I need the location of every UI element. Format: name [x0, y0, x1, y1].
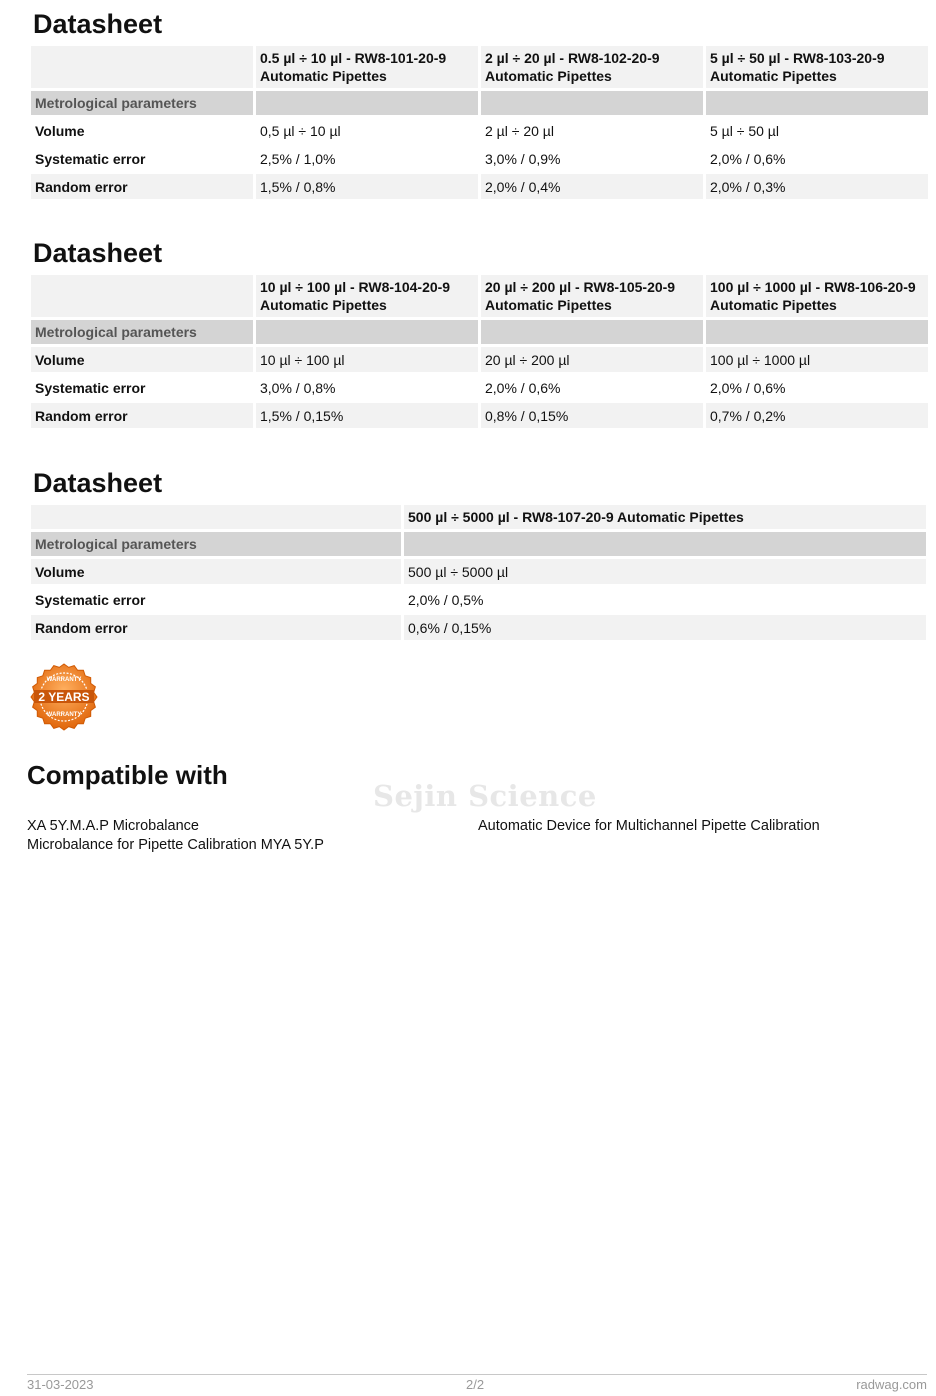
- row-label: Volume: [31, 347, 253, 372]
- table-cell: 0,8% / 0,15%: [481, 403, 703, 428]
- table-header-row: [31, 46, 928, 88]
- table-cell: 2,0% / 0,5%: [404, 587, 926, 612]
- table-cell: 500 µl ÷ 5000 µl: [404, 559, 926, 584]
- row-label: Systematic error: [31, 587, 401, 612]
- category-label: Metrological parameters: [31, 91, 253, 115]
- category-row: [31, 320, 928, 344]
- header-cell: 100 µl ÷ 1000 µl - RW8-106-20-9 Automatic Pipettes: [706, 275, 928, 317]
- table-header-row: [31, 505, 926, 529]
- header-cell: 5 µl ÷ 50 µl - RW8-103-20-9 Automatic Pipettes: [706, 46, 928, 88]
- datasheet-title: Datasheet: [33, 468, 163, 498]
- compatible-item-link[interactable]: Automatic Device for Multichannel Pipette Calibration: [478, 818, 820, 834]
- row-label: Volume: [31, 118, 253, 143]
- table-cell: 10 µl ÷ 100 µl: [256, 347, 478, 372]
- table-cell: 2,0% / 0,4%: [481, 174, 703, 199]
- header-cell: 2 µl ÷ 20 µl - RW8-102-20-9 Automatic Pipettes: [481, 46, 703, 88]
- footer-date: 31-03-2023: [27, 1377, 94, 1392]
- header-cell: 500 µl ÷ 5000 µl - RW8-107-20-9 Automatic Pipettes: [404, 505, 926, 529]
- table-cell: 2,0% / 0,6%: [706, 375, 928, 400]
- table-row: [31, 587, 926, 612]
- datasheet-title: Datasheet: [33, 238, 163, 268]
- category-label: Metrological parameters: [31, 320, 253, 344]
- header-cell: [31, 46, 253, 88]
- category-row: [31, 91, 928, 115]
- table-row: [31, 559, 926, 584]
- compatible-item-link[interactable]: Microbalance for Pipette Calibration MYA 5Y.P: [27, 837, 324, 853]
- table-cell: 0,7% / 0,2%: [706, 403, 928, 428]
- header-cell: [31, 505, 401, 529]
- header-cell: [31, 275, 253, 317]
- footer-site-link[interactable]: radwag.com: [856, 1377, 927, 1392]
- footer-divider: [27, 1374, 927, 1375]
- datasheet-table: [28, 43, 931, 202]
- table-cell: 0,6% / 0,15%: [404, 615, 926, 640]
- table-row: [31, 615, 926, 640]
- table-cell: 5 µl ÷ 50 µl: [706, 118, 928, 143]
- table-cell: 2,5% / 1,0%: [256, 146, 478, 171]
- table-cell: 100 µl ÷ 1000 µl: [706, 347, 928, 372]
- table-row: [31, 375, 928, 400]
- row-label: Volume: [31, 559, 401, 584]
- table-cell: 1,5% / 0,8%: [256, 174, 478, 199]
- table-cell: 2,0% / 0,3%: [706, 174, 928, 199]
- datasheet-title: Datasheet: [33, 9, 163, 39]
- table-cell: 3,0% / 0,9%: [481, 146, 703, 171]
- badge-text-bottom: WARRANTY: [46, 712, 82, 718]
- warranty-badge-icon: [30, 663, 98, 731]
- row-label: Random error: [31, 174, 253, 199]
- compatible-item-link[interactable]: XA 5Y.M.A.P Microbalance: [27, 818, 199, 834]
- badge-text-top: WARRANTY: [46, 677, 82, 683]
- footer-page-number: 2/2: [466, 1377, 485, 1392]
- header-cell: 10 µl ÷ 100 µl - RW8-104-20-9 Automatic Pipettes: [256, 275, 478, 317]
- row-label: Random error: [31, 403, 253, 428]
- category-label: Metrological parameters: [31, 532, 401, 556]
- badge-text-main: 2 YEARS: [38, 690, 90, 704]
- compatible-title: Compatible with: [27, 760, 228, 790]
- table-cell: 2,0% / 0,6%: [481, 375, 703, 400]
- watermark: Sejin Science: [373, 779, 597, 813]
- datasheet-table: [28, 272, 931, 431]
- category-row: [31, 532, 926, 556]
- table-header-row: [31, 275, 928, 317]
- table-row: [31, 118, 928, 143]
- table-cell: 3,0% / 0,8%: [256, 375, 478, 400]
- table-row: [31, 146, 928, 171]
- header-cell: 0.5 µl ÷ 10 µl - RW8-101-20-9 Automatic Pipettes: [256, 46, 478, 88]
- table-row: [31, 403, 928, 428]
- table-cell: 2,0% / 0,6%: [706, 146, 928, 171]
- row-label: Random error: [31, 615, 401, 640]
- table-cell: 0,5 µl ÷ 10 µl: [256, 118, 478, 143]
- table-cell: 1,5% / 0,15%: [256, 403, 478, 428]
- datasheet-table: [28, 502, 929, 643]
- table-row: [31, 347, 928, 372]
- row-label: Systematic error: [31, 375, 253, 400]
- row-label: Systematic error: [31, 146, 253, 171]
- table-cell: 2 µl ÷ 20 µl: [481, 118, 703, 143]
- header-cell: 20 µl ÷ 200 µl - RW8-105-20-9 Automatic Pipettes: [481, 275, 703, 317]
- table-cell: 20 µl ÷ 200 µl: [481, 347, 703, 372]
- table-row: [31, 174, 928, 199]
